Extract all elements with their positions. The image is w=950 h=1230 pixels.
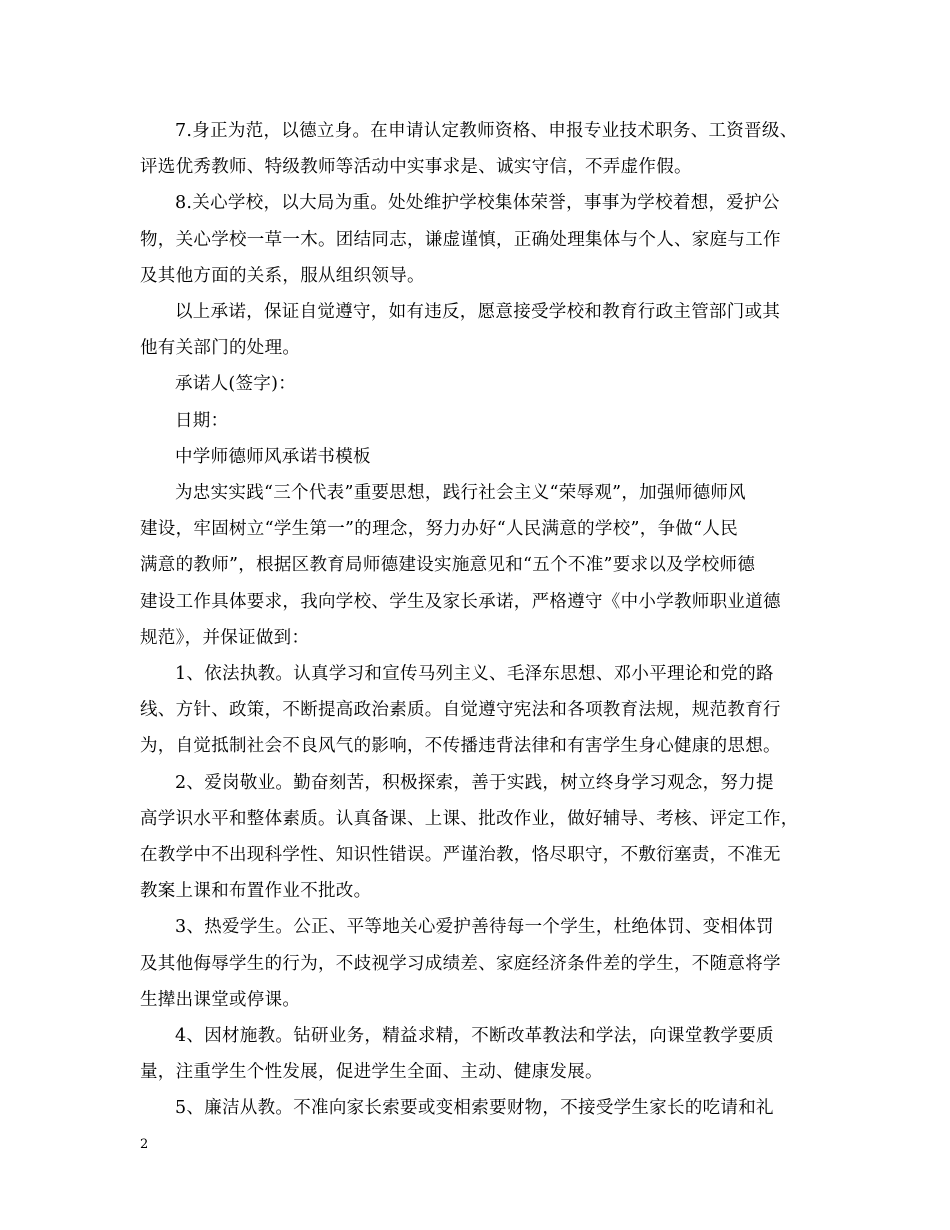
paragraph-item-5: [140, 1090, 820, 1126]
text-line: 生撵出课堂或停课。: [140, 989, 301, 1010]
signature-line: [140, 366, 820, 402]
text-line: 8.关心学校，以大局为重。处处维护学校集体荣誉，事事为学校着想，爱护公: [175, 193, 780, 214]
date-line: [140, 403, 820, 439]
text-line: 及其他侮辱学生的行为，不歧视学习成绩差、家庭经济条件差的学生，不随意将学: [140, 953, 781, 974]
section-title: [140, 439, 820, 475]
text-line: 满意的教师”，根据区教育局师德建设实施意见和“五个不准”要求以及学校师德: [140, 555, 756, 576]
paragraph-intro: [140, 475, 820, 656]
text-line: 线、方针、政策，不断提高政治素质。自觉遵守宪法和各项教育法规，规范教育行: [140, 700, 781, 721]
text-line: 及其他方面的关系，服从组织领导。: [140, 265, 425, 286]
text-line: 5、廉洁从教。不准向家长索要或变相索要财物，不接受学生家长的吃请和礼: [175, 1098, 774, 1119]
text-line: 在教学中不出现科学性、知识性错误。严谨治教，恪尽职守，不敷衍塞责，不准无: [140, 845, 781, 866]
text-line: 高学识水平和整体素质。认真备课、上课、批改作业，做好辅导、考核、评定工作，: [140, 808, 799, 829]
text-line: 他有关部门的处理。: [140, 338, 301, 359]
text-line: 量，注重学生个性发展，促进学生全面、主动、健康发展。: [140, 1062, 603, 1083]
text-line: 为，自觉抵制社会不良风气的影响，不传播违背法律和有害学生身心健康的思想。: [140, 736, 781, 757]
paragraph-item-3: [140, 909, 820, 1018]
document-body: [140, 113, 820, 1127]
paragraph-item-1: [140, 656, 820, 765]
text-line: 1、依法执教。认真学习和宣传马列主义、毛泽东思想、邓小平理论和党的路: [175, 664, 774, 685]
text-line: 2、爱岗敬业。勤奋刻苦，积极探索，善于实践，树立终身学习观念，努力提: [175, 772, 774, 793]
paragraph-item-8: [140, 185, 820, 294]
paragraph-commitment: [140, 294, 820, 366]
page-number: 2: [140, 1137, 149, 1152]
text-line: 建设，牢固树立“学生第一”的理念，努力办好“人民满意的学校”，争做“人民: [140, 519, 739, 540]
text-line: 规范》，并保证做到：: [140, 627, 310, 648]
text-line: 7.身正为范，以德立身。在申请认定教师资格、申报专业技术职务、工资晋级、: [175, 121, 798, 141]
text-line: 以上承诺，保证自觉遵守，如有违反，愿意接受学校和教育行政主管部门或其: [175, 302, 781, 323]
text-line: 教案上课和布置作业不批改。: [140, 881, 372, 902]
text-line: 日期：: [175, 410, 229, 431]
paragraph-item-4: [140, 1018, 820, 1090]
text-line: 评选优秀教师、特级教师等活动中实事求是、诚实守信，不弄虚作假。: [140, 157, 692, 178]
text-line: 物，关心学校一草一木。团结同志，谦虚谨慎，正确处理集体与个人、家庭与工作: [140, 229, 781, 250]
paragraph-item-7: [140, 113, 820, 185]
text-line: 建设工作具体要求，我向学校、学生及家长承诺，严格遵守《中小学教师职业道德: [140, 591, 781, 612]
text-line: 承诺人(签字)：: [175, 374, 297, 395]
text-line: 3、热爱学生。公正、平等地关心爱护善待每一个学生，杜绝体罚、变相体罚: [175, 917, 774, 938]
text-line: 为忠实实践“三个代表”重要思想，践行社会主义“荣辱观”，加强师德师风: [175, 483, 746, 504]
paragraph-item-2: [140, 765, 820, 910]
text-line: 4、因材施教。钻研业务，精益求精，不断改革教法和学法，向课堂教学要质: [175, 1026, 774, 1047]
text-line: 中学师德师风承诺书模板: [175, 446, 371, 467]
